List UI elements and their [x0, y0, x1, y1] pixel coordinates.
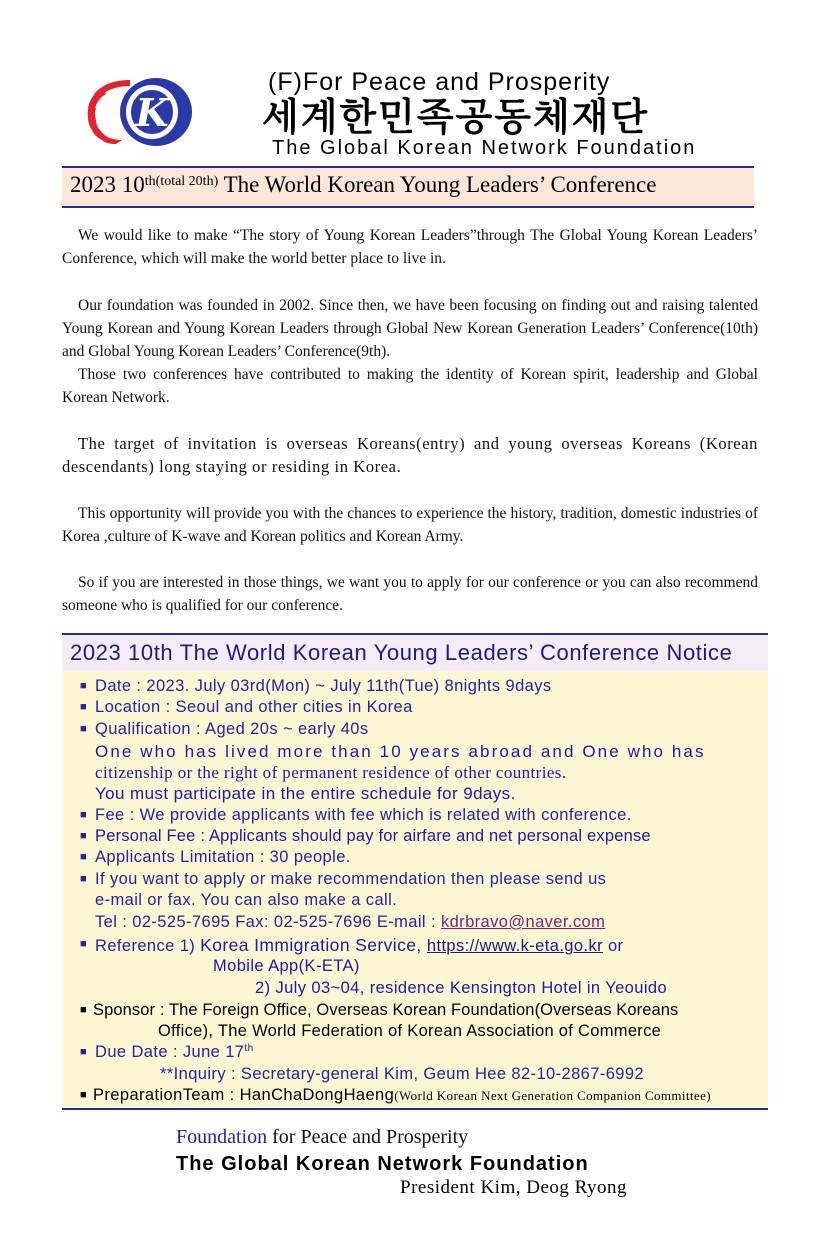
- contribution-paragraph: Those two conferences have contributed to making the identity of Korean spirit, leadership and Global Korean Network.: [62, 366, 758, 406]
- notice-personal-fee: Personal Fee : Applicants should pay for airfare and net personal expense: [95, 827, 651, 845]
- conference-title: 2023 $10^{th(total 20th)}$ The World Korean Young Leaders’ Conference: [70, 172, 657, 197]
- foundation-paragraph: Our foundation was founded in 2002. Since then, we have been focusing on finding out and raising talented Young Korean and Young Korean Leaders through Global New Korean Generation Leaders’ Conference(10th) and Global Young Korean Leaders’ Conference(9th).: [62, 297, 758, 360]
- bullet-icon: ■: [80, 1004, 87, 1016]
- notice-reference-app: Mobile App(K-ETA): [213, 957, 360, 975]
- intro-paragraph: We would like to make “The story of Young Korean Leaders”through The Global Young Korean Leaders’ Conference, which will make the world better place to live in.: [62, 227, 758, 267]
- apply-paragraph: So if you are interested in those things, we want you to apply for our conference or you can also recommend someone who is qualified for our conference.: [62, 574, 758, 614]
- notice-sponsor-cont: Office), The World Federation of Korean Association of Commerce: [158, 1022, 662, 1040]
- notice-reference-residence: 2) July 03~04, residence Kensington Hotel in Yeouido: [255, 979, 668, 997]
- notice-date: Date : 2023. July 03rd(Mon) ~ July 11th(Tue) 8nights 9days: [95, 677, 552, 695]
- opportunity-paragraph: This opportunity will provide you with the chances to experience the history, tradition, domestic industries of Korea ,culture of K-wave and Korean politics and Korean Army.: [62, 505, 758, 545]
- keta-website-link[interactable]: https://www.k-eta.go.kr: [426, 937, 603, 955]
- org-name-ko: 세계한민족공동체재단: [262, 95, 650, 139]
- org-name-full: The Global Korean Network Foundation: [272, 137, 697, 159]
- notice-reference: Reference 1) Korea Immigration Service, https://www.k-eta.go.kr or: [95, 935, 624, 955]
- notice-location: Location : Seoul and other cities in Korea: [95, 698, 413, 716]
- notice-qualification-citizenship: citizenship or the right of permanent residence of other countries.: [95, 763, 567, 782]
- bullet-icon: ■: [80, 1046, 87, 1058]
- notice-fee: Fee : We provide applicants with fee which is related with conference.: [95, 806, 632, 824]
- notice-apply-line1: If you want to apply or make recommendation then please send us: [95, 870, 607, 888]
- bullet-icon: ■: [80, 680, 87, 692]
- bullet-icon: ■: [80, 830, 87, 842]
- bullet-icon: ■: [80, 701, 87, 713]
- notice-preparation-team: PreparationTeam : HanChaDongHaeng(World Korean Next Generation Companion Committee): [93, 1086, 712, 1104]
- footer-org-name: The Global Korean Network Foundation: [176, 1153, 589, 1175]
- bullet-icon: ■: [80, 873, 87, 885]
- bullet-icon: ■: [80, 809, 87, 821]
- notice-body: [62, 671, 768, 1110]
- footer-foundation: Foundation for Peace and Prosperity: [176, 1126, 469, 1148]
- target-paragraph: The target of invitation is overseas Koreans(entry) and young overseas Koreans (Korean descendants) long staying or residing in Korea.: [62, 434, 758, 476]
- notice-title: 2023 10th The World Korean Young Leaders’ Conference Notice: [70, 640, 733, 665]
- conference-notice: [62, 633, 768, 1110]
- notice-apply-line2: e-mail or fax. You can also make a call.: [95, 891, 398, 909]
- bullet-icon: ■: [80, 723, 87, 735]
- conference-title-bar: [62, 166, 754, 208]
- bullet-icon: ■: [80, 851, 87, 863]
- org-name-en: (F)For Peace and Prosperity: [268, 68, 611, 96]
- bullet-icon: ■: [80, 1089, 87, 1101]
- notice-header: [62, 633, 768, 671]
- foundation-logo: [86, 74, 194, 150]
- notice-qualification-detail: One who has lived more than 10 years abroad and One who has: [95, 742, 706, 761]
- bullet-icon: ■: [80, 938, 87, 950]
- footer-president: President Kim, Deog Ryong: [400, 1177, 628, 1198]
- notice-qualification: Qualification : Aged 20s ~ early 40s: [95, 720, 369, 738]
- logo-letter: K: [135, 90, 169, 135]
- notice-due-date: Due Date : June 17th: [95, 1043, 254, 1061]
- email-link[interactable]: kdrbravo@naver.com: [440, 913, 606, 931]
- notice-qualification-schedule: You must participate in the entire schedule for 9days.: [95, 784, 516, 803]
- notice-inquiry: **Inquiry : Secretary-general Kim, Geum Hee 82-10-2867-6992: [160, 1065, 645, 1083]
- notice-contact: Tel : 02-525-7695 Fax: 02-525-7696 E-mail : kdrbravo@naver.com: [95, 913, 606, 931]
- notice-sponsor: Sponsor : The Foreign Office, Overseas Korean Foundation(Overseas Koreans: [93, 1001, 679, 1019]
- notice-limitation: Applicants Limitation : 30 people.: [95, 848, 351, 866]
